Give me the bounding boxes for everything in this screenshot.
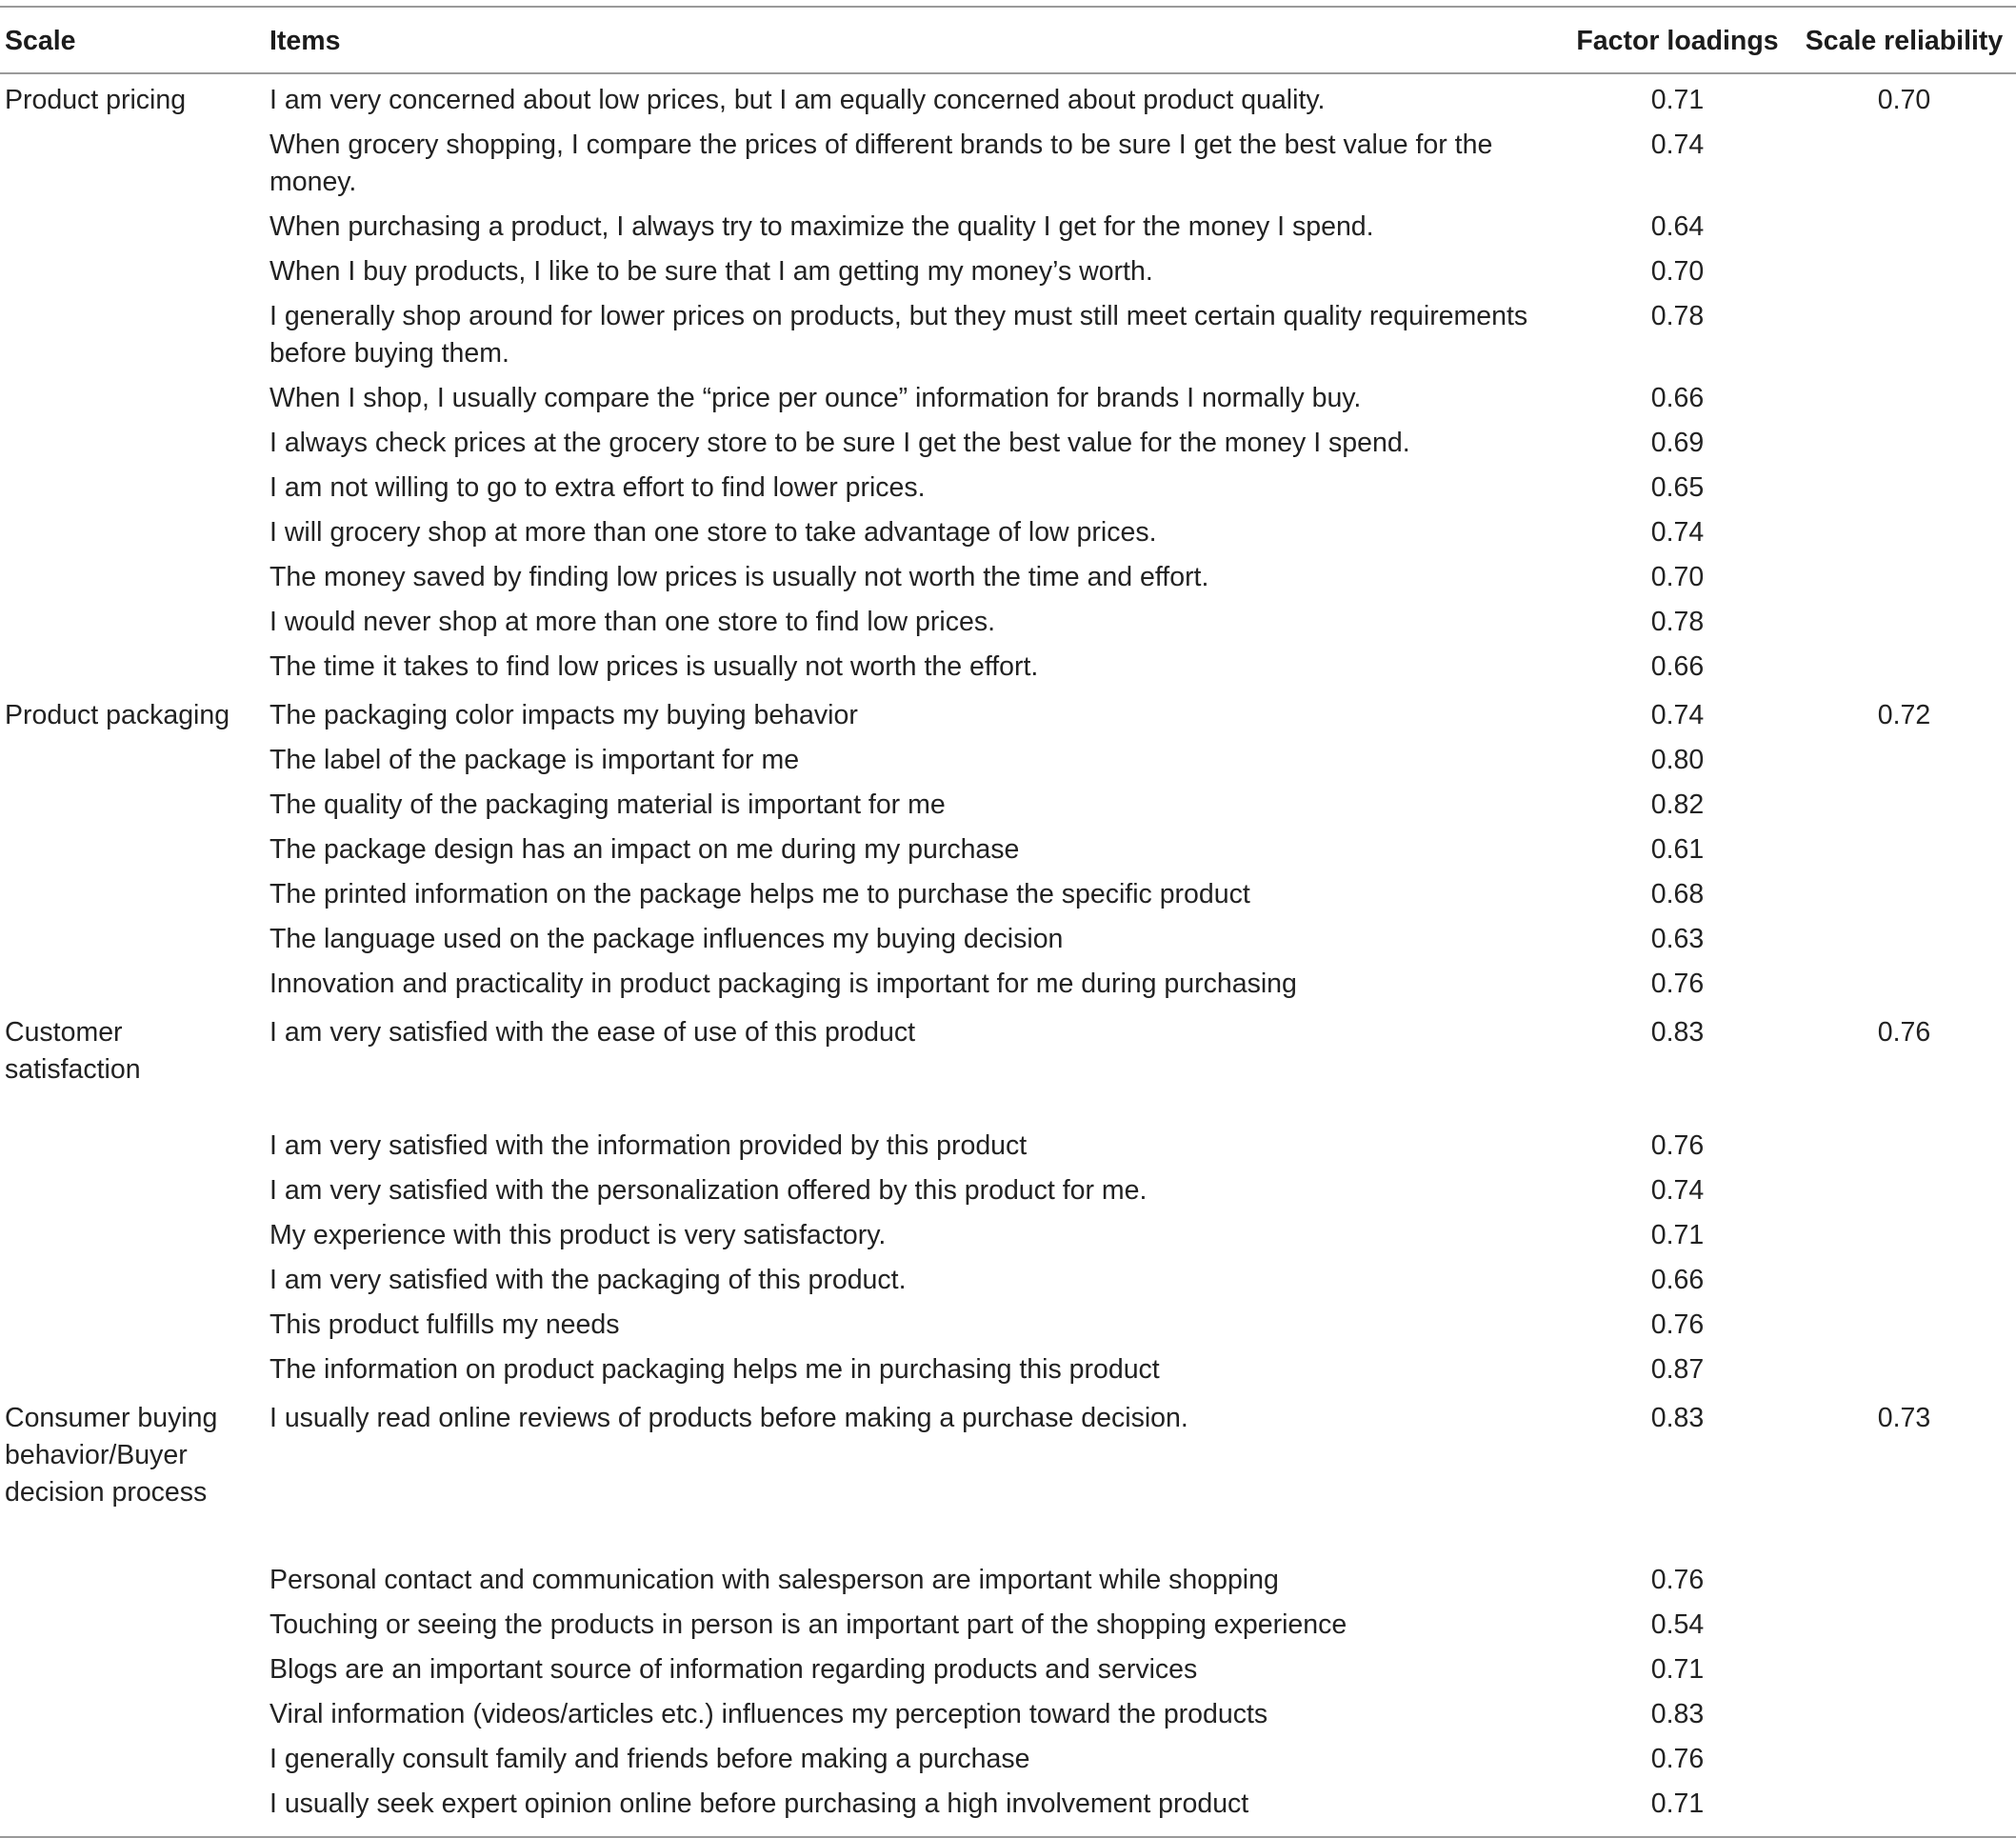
scale-reliability-cell (1792, 205, 2016, 250)
scale-reliability-cell: 0.70 (1877, 85, 1931, 115)
scale-cell (0, 510, 269, 555)
scale-reliability-cell (1792, 1303, 2016, 1348)
item-cell: The label of the package is important for me (269, 745, 800, 775)
scale-reliability-cell (1792, 917, 2016, 962)
item-cell: I am very satisfied with the information provided by this product (269, 1130, 1028, 1161)
table-row (0, 689, 2016, 738)
table-row (0, 1558, 2016, 1603)
scale-cell: Product pricing (5, 85, 187, 115)
scale-cell (0, 917, 269, 962)
table-row (0, 872, 2016, 917)
table-row (0, 1692, 2016, 1737)
table-row (0, 1737, 2016, 1782)
factor-loading-cell: 0.74 (1650, 517, 1705, 548)
header-scale-reliability: Scale reliability (1805, 26, 2004, 56)
item-cell: Personal contact and communication with salesperson are important while shopping (269, 1565, 1279, 1595)
scale-reliability-cell (1792, 1737, 2016, 1782)
scale-cell (0, 1303, 269, 1348)
scale-reliability-cell (1792, 738, 2016, 783)
table-row (0, 1213, 2016, 1258)
item-cell: Blogs are an important source of information regarding products and services (269, 1654, 1198, 1685)
scale-reliability-cell (1792, 828, 2016, 872)
table-row (0, 466, 2016, 510)
scale-reliability-cell (1792, 510, 2016, 555)
scale-reliability-cell (1792, 123, 2016, 205)
item-cell: I usually read online reviews of products before making a purchase decision. (269, 1403, 1188, 1433)
scale-reliability-cell (1792, 250, 2016, 294)
scale-cell (0, 1213, 269, 1258)
scale-reliability-cell: 0.73 (1877, 1403, 1931, 1433)
scale-cell (0, 1258, 269, 1303)
factor-loading-cell: 0.61 (1650, 834, 1705, 865)
table-row (0, 421, 2016, 466)
scale-reliability-cell (1792, 1258, 2016, 1303)
factor-loading-cell: 0.71 (1650, 1788, 1705, 1819)
factor-loading-cell: 0.76 (1650, 969, 1705, 999)
item-cell: I generally consult family and friends before making a purchase (269, 1744, 1030, 1774)
factor-loading-cell: 0.74 (1650, 700, 1705, 730)
scale-reliability-cell (1792, 872, 2016, 917)
factor-loading-cell: 0.82 (1650, 789, 1705, 820)
table-row (0, 917, 2016, 962)
item-cell: I am very satisfied with the ease of use of this product (269, 1017, 916, 1048)
table-row (0, 555, 2016, 600)
factor-loading-cell: 0.87 (1650, 1354, 1705, 1385)
table-row (0, 1007, 2016, 1124)
table-row (0, 250, 2016, 294)
scale-cell (0, 421, 269, 466)
factor-loading-cell: 0.74 (1650, 1175, 1705, 1206)
item-cell: The language used on the package influences my buying decision (269, 924, 1064, 954)
scale-cell (0, 466, 269, 510)
scale-cell: Customer satisfaction (5, 1017, 141, 1085)
factor-loading-cell: 0.74 (1650, 130, 1705, 160)
scale-reliability-cell (1792, 376, 2016, 421)
table-row (0, 376, 2016, 421)
table-row (0, 600, 2016, 645)
table-row (0, 738, 2016, 783)
scale-reliability-cell (1792, 1124, 2016, 1169)
scale-reliability-cell: 0.72 (1877, 700, 1931, 730)
table-row (0, 828, 2016, 872)
factor-loading-cell: 0.76 (1650, 1309, 1705, 1340)
factor-loading-cell: 0.71 (1650, 85, 1705, 115)
scale-cell (0, 645, 269, 689)
table-row (0, 1392, 2016, 1558)
table-row (0, 1169, 2016, 1213)
item-cell: I am very satisfied with the packaging of this product. (269, 1265, 907, 1295)
scale-reliability-cell (1792, 600, 2016, 645)
scale-cell (0, 205, 269, 250)
item-cell: The quality of the packaging material is important for me (269, 789, 946, 820)
scale-reliability-cell (1792, 466, 2016, 510)
scale-cell (0, 1692, 269, 1737)
scale-reliability-cell (1792, 294, 2016, 376)
table-row (0, 294, 2016, 376)
scale-cell: Product packaging (5, 700, 230, 730)
scale-cell (0, 872, 269, 917)
factor-loading-cell: 0.70 (1650, 562, 1705, 592)
factor-loading-cell: 0.76 (1650, 1565, 1705, 1595)
factor-loading-cell: 0.80 (1650, 745, 1705, 775)
scale-cell (0, 555, 269, 600)
scale-cell (0, 250, 269, 294)
factor-loading-cell: 0.76 (1650, 1744, 1705, 1774)
scale-cell (0, 376, 269, 421)
factor-loading-cell: 0.66 (1650, 383, 1705, 413)
factor-loading-cell: 0.70 (1650, 256, 1705, 287)
scale-cell (0, 1124, 269, 1169)
scale-cell: Consumer buying behavior/Buyer decision process (5, 1403, 218, 1508)
item-cell: When purchasing a product, I always try to maximize the quality I get for the money I spend. (269, 211, 1374, 242)
table-body (0, 73, 2016, 1837)
header-row (0, 7, 2016, 73)
item-cell: I am not willing to go to extra effort to find lower prices. (269, 472, 926, 503)
item-cell: The packaging color impacts my buying behavior (269, 700, 858, 730)
scale-reliability-cell (1792, 962, 2016, 1007)
item-cell: I will grocery shop at more than one store to take advantage of low prices. (269, 517, 1157, 548)
scale-reliability-cell (1792, 1348, 2016, 1392)
scale-reliability-cell (1792, 421, 2016, 466)
item-cell: When I shop, I usually compare the “price per ounce” information for brands I normally buy. (269, 383, 1362, 413)
table-row (0, 1258, 2016, 1303)
item-cell: The information on product packaging helps me in purchasing this product (269, 1354, 1160, 1385)
table-row (0, 510, 2016, 555)
scale-cell (0, 123, 269, 205)
item-cell: Innovation and practicality in product packaging is important for me during purchasing (269, 969, 1297, 999)
scale-cell (0, 738, 269, 783)
item-cell: Touching or seeing the products in person is an important part of the shopping experience (269, 1609, 1347, 1640)
item-cell: The printed information on the package helps me to purchase the specific product (269, 879, 1250, 909)
table-row (0, 1782, 2016, 1837)
item-cell: Viral information (videos/articles etc.) influences my perception toward the products (269, 1699, 1268, 1729)
item-cell: I always check prices at the grocery store to be sure I get the best value for the money I spend. (269, 428, 1410, 458)
header-scale: Scale (5, 26, 76, 56)
scale-cell (0, 1782, 269, 1837)
scale-cell (0, 828, 269, 872)
item-cell: When I buy products, I like to be sure that I am getting my money’s worth. (269, 256, 1153, 287)
item-cell: The package design has an impact on me during my purchase (269, 834, 1020, 865)
scale-cell (0, 1558, 269, 1603)
table-row (0, 783, 2016, 828)
scale-reliability-cell (1792, 645, 2016, 689)
item-cell: My experience with this product is very satisfactory. (269, 1220, 887, 1250)
factor-loading-cell: 0.71 (1650, 1654, 1705, 1685)
table-row (0, 1648, 2016, 1692)
factor-loading-cell: 0.83 (1650, 1403, 1705, 1433)
factor-loading-cell: 0.65 (1650, 472, 1705, 503)
factor-loading-cell: 0.66 (1650, 1265, 1705, 1295)
factor-loading-cell: 0.71 (1650, 1220, 1705, 1250)
scale-reliability-cell (1792, 1558, 2016, 1603)
scale-cell (0, 1648, 269, 1692)
scale-reliability-cell: 0.76 (1877, 1017, 1931, 1048)
scale-reliability-cell (1792, 1692, 2016, 1737)
factor-loading-cell: 0.68 (1650, 879, 1705, 909)
factor-loading-cell: 0.76 (1650, 1130, 1705, 1161)
table-row (0, 123, 2016, 205)
table-row (0, 1303, 2016, 1348)
item-cell: I am very satisfied with the personalization offered by this product for me. (269, 1175, 1148, 1206)
scale-reliability-cell (1792, 1169, 2016, 1213)
scale-cell (0, 600, 269, 645)
header-items: Items (269, 26, 341, 56)
table-header (0, 7, 2016, 73)
factor-loading-cell: 0.54 (1650, 1609, 1705, 1640)
scale-reliability-cell (1792, 783, 2016, 828)
scale-reliability-cell (1792, 1603, 2016, 1648)
factor-loading-cell: 0.69 (1650, 428, 1705, 458)
table-row (0, 1124, 2016, 1169)
scale-cell (0, 962, 269, 1007)
item-cell: I usually seek expert opinion online before purchasing a high involvement product (269, 1788, 1249, 1819)
scale-reliability-cell (1792, 1648, 2016, 1692)
item-cell: The money saved by finding low prices is usually not worth the time and effort. (269, 562, 1209, 592)
scale-cell (0, 1348, 269, 1392)
factor-loading-cell: 0.66 (1650, 651, 1705, 682)
scale-cell (0, 783, 269, 828)
item-cell: The time it takes to find low prices is usually not worth the effort. (269, 651, 1039, 682)
item-cell: When grocery shopping, I compare the prices of different brands to be sure I get the best value for the money. (269, 130, 1493, 197)
factor-loading-cell: 0.83 (1650, 1699, 1705, 1729)
table-row (0, 73, 2016, 123)
table-row (0, 962, 2016, 1007)
scale-reliability-cell (1792, 555, 2016, 600)
factor-loading-cell: 0.63 (1650, 924, 1705, 954)
table-row (0, 205, 2016, 250)
table-row (0, 645, 2016, 689)
item-cell: I am very concerned about low prices, but I am equally concerned about product quality. (269, 85, 1326, 115)
factor-loading-cell: 0.78 (1650, 607, 1705, 637)
scale-reliability-cell (1792, 1782, 2016, 1837)
scale-cell (0, 1603, 269, 1648)
scale-cell (0, 1169, 269, 1213)
item-cell: I generally shop around for lower prices on products, but they must still meet certain quality requirements before buying them. (269, 301, 1528, 369)
factor-loadings-table (0, 6, 2016, 1838)
scale-cell (0, 294, 269, 376)
factor-loading-cell: 0.78 (1650, 301, 1705, 331)
item-cell: This product fulfills my needs (269, 1309, 620, 1340)
header-factor-loadings: Factor loadings (1576, 26, 1779, 56)
item-cell: I would never shop at more than one store to find low prices. (269, 607, 995, 637)
scale-reliability-cell (1792, 1213, 2016, 1258)
scale-cell (0, 1737, 269, 1782)
table-row (0, 1603, 2016, 1648)
factor-loading-cell: 0.64 (1650, 211, 1705, 242)
table-row (0, 1348, 2016, 1392)
factor-loading-cell: 0.83 (1650, 1017, 1705, 1048)
